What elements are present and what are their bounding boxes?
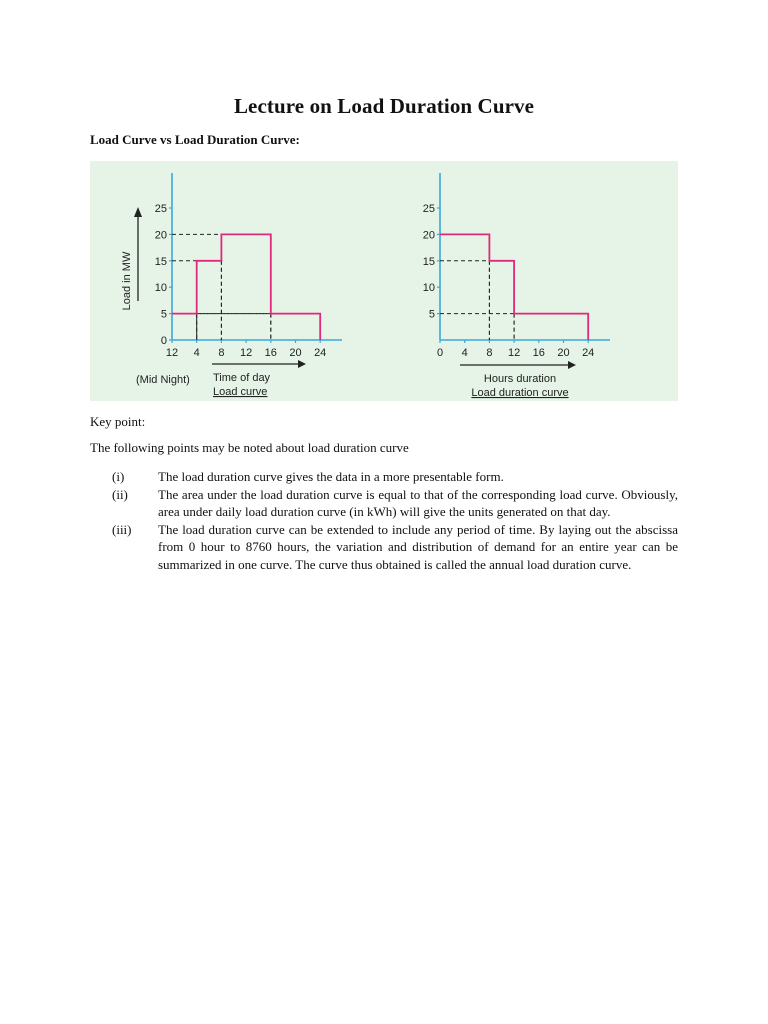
points-list [90,468,678,573]
load-curve-xlabel-note: (Mid Night) [136,374,190,386]
list-item [90,468,678,486]
charts-figure [90,161,678,401]
ldc-x-tick-label: 8 [486,347,493,359]
ldc-y-tick-label: 5 [428,308,435,321]
load-curve-x-tick-label: 8 [218,347,225,359]
list-item [90,521,678,574]
list-item-number: (ii) [112,486,128,502]
load-curve-y-tick-label: 0 [160,335,167,347]
load-curve-y-tick-label: 15 [154,255,167,268]
load-curve-x-tick-label: 4 [193,347,200,359]
load-curve-xlabel: Time of day [213,372,271,384]
list-item-text: The area under the load duration curve is equal to that of the corresponding load curve. Obviously, area under daily load duration curve (in kWh) will give the units generated on that day. [158,486,678,519]
x-label-arrowhead [568,361,576,369]
key-point-label: Key point: [90,414,146,429]
ldc-title: Load duration curve [471,387,569,399]
load-curve-y-tick-label: 5 [160,308,167,321]
load-curve-x-tick-label: 24 [314,347,327,359]
load-curve-title: Load curve [213,386,268,398]
list-item-number: (iii) [112,521,132,537]
x-label-arrowhead [298,360,306,368]
ldc-y-tick-label: 25 [422,203,435,215]
load-curve-x-tick-label: 12 [239,347,253,359]
ldc-x-tick-label: 4 [461,347,468,359]
ldc-x-tick-label: 16 [532,347,545,359]
ldc-y-tick-label: 15 [422,255,435,268]
ldc-x-tick-label: 20 [557,347,570,359]
load-curve-x-tick-label: 16 [264,347,277,359]
load-curve-ylabel: Load in MW [121,251,133,311]
section-heading: Load Curve vs Load Duration Curve: [90,132,300,147]
ldc-y-tick-label: 10 [422,282,435,295]
ldc-x-tick-label: 12 [507,347,521,359]
list-item-text: The load duration curve can be extended to include any period of time. By laying out the abscissa from 0 hour to 8760 hours, the variation and distribution of demand for an entire year can be summarized in one curve. The curve thus obtained is called the annual load duration curve. [158,521,678,572]
load-curve-y-tick-label: 25 [154,203,167,215]
ldc-xlabel: Hours duration [483,373,557,385]
load-curve-x-tick-label: 12 [165,347,179,359]
list-item [90,486,678,521]
ldc-x-tick-label: 0 [436,347,444,359]
load-curve-x-tick-label: 20 [289,347,302,359]
ldc-x-tick-label: 24 [582,347,595,359]
list-item-number: (i) [112,469,125,484]
list-item-text: The load duration curve gives the data in a more presentable form. [158,469,504,484]
ldc-y-tick-label: 20 [422,229,435,242]
page-title: Lecture on Load Duration Curve [233,94,535,118]
load-curve-y-tick-label: 20 [154,229,167,242]
intro-text: The following points may be noted about load duration curve [90,440,409,455]
load-curve-step-line [172,234,320,340]
y-label-arrowhead [134,207,142,217]
load-curve-y-tick-label: 10 [154,282,167,295]
figure-panel [90,161,678,401]
